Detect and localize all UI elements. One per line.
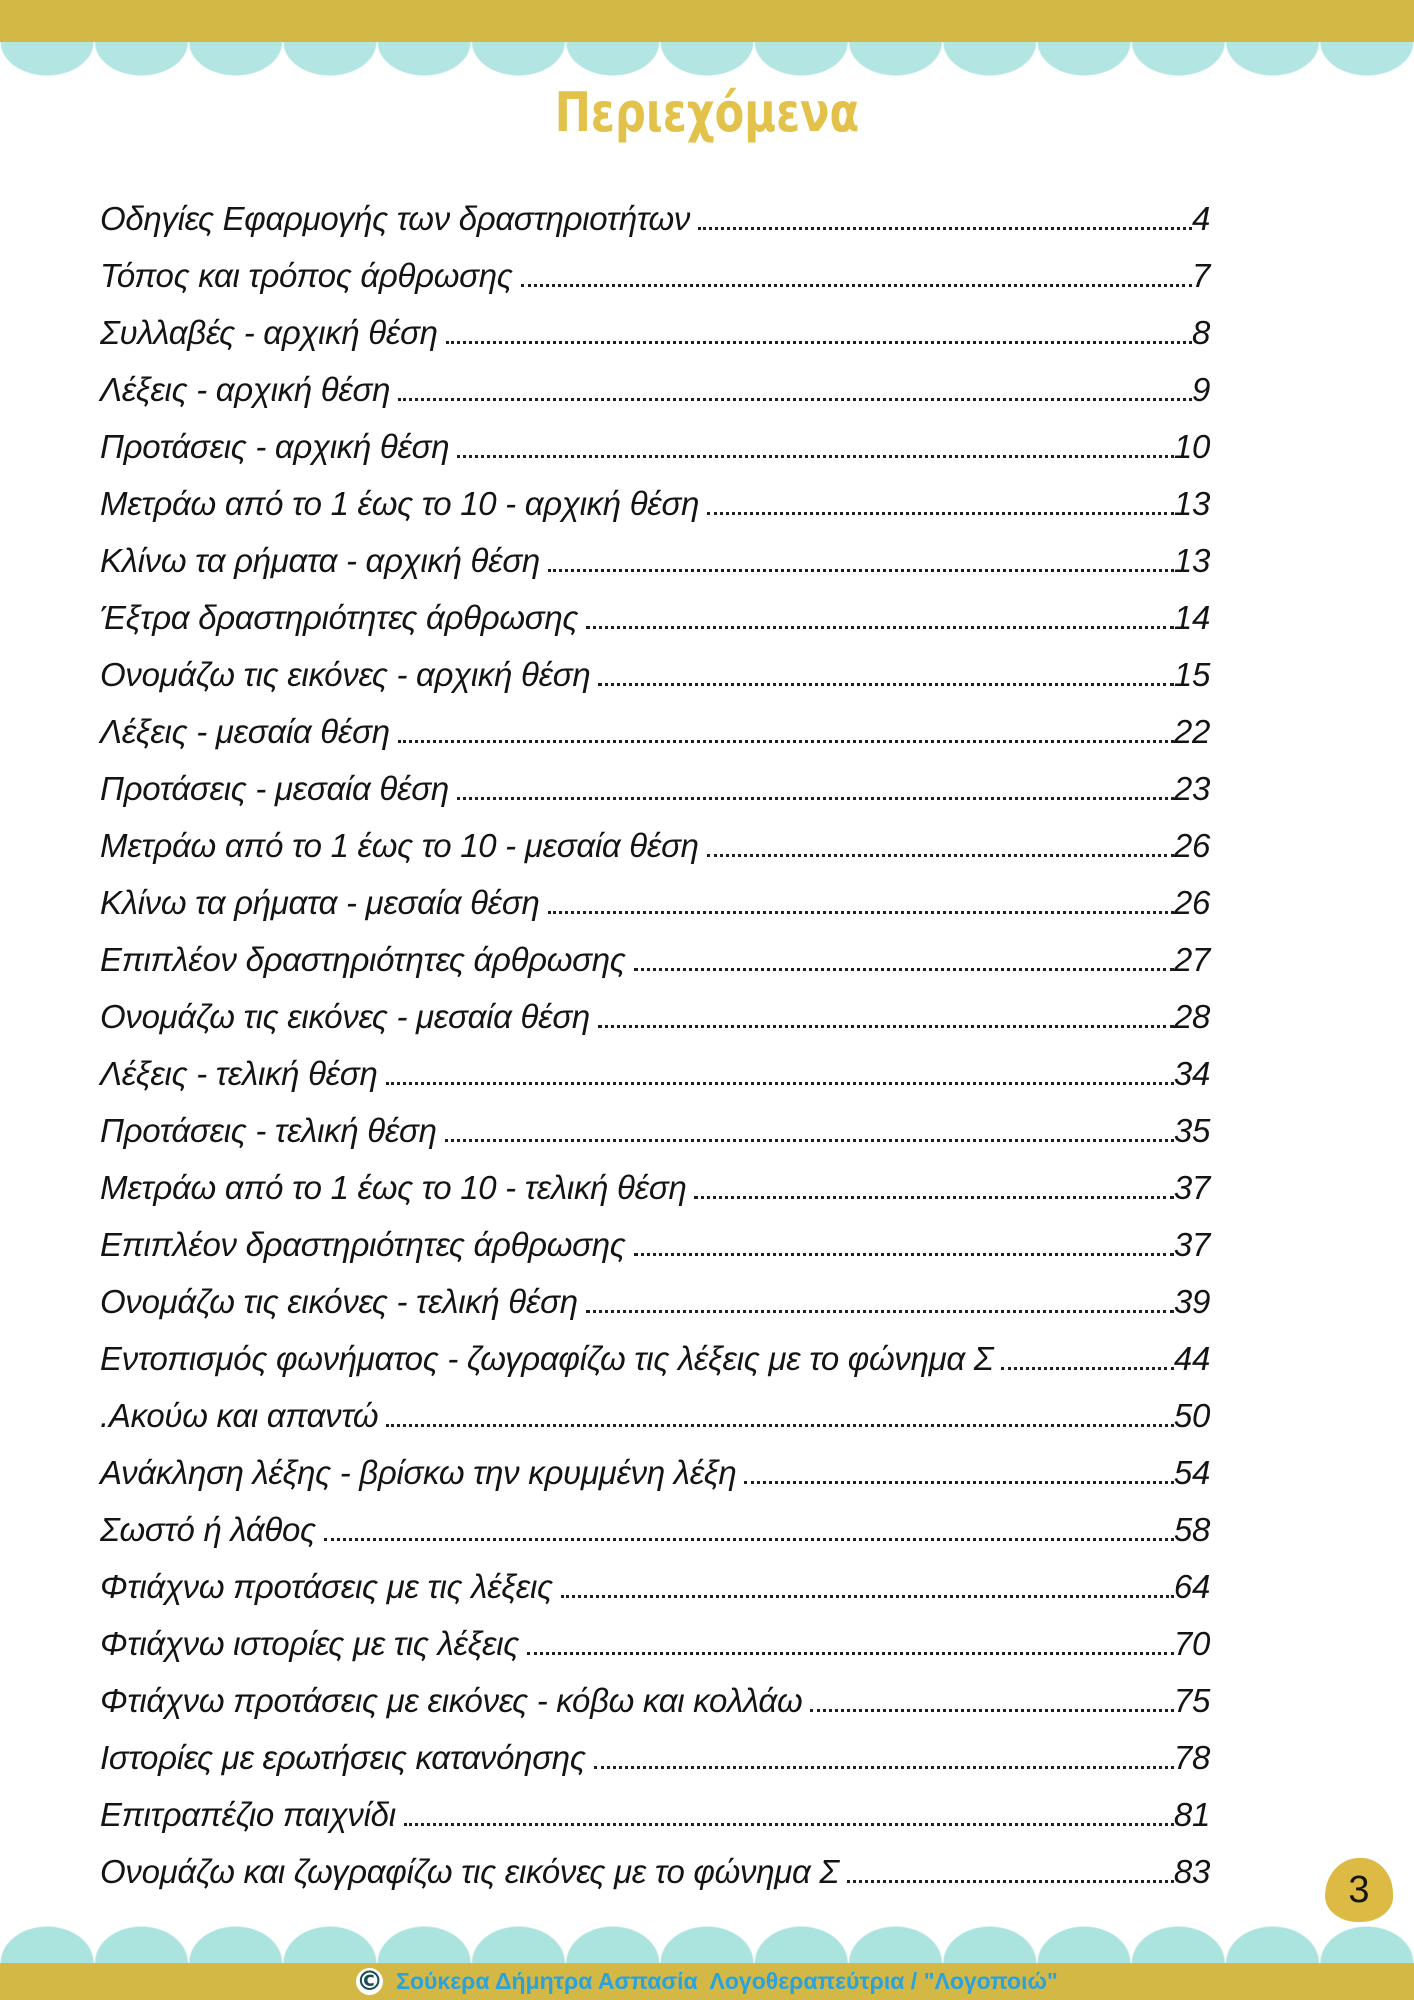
- toc-entry-label: Ονομάζω τις εικόνες - αρχική θέση: [100, 656, 591, 693]
- top-scallop-border: [0, 42, 1414, 76]
- page-number-badge: [1325, 1858, 1393, 1922]
- toc-entry-page: 26: [1173, 884, 1210, 921]
- toc-entry-page: 37: [1173, 1169, 1210, 1206]
- toc-leader-dots: [694, 1196, 1173, 1199]
- toc-entry-label: Μετράω από το 1 έως το 10 - τελική θέση: [100, 1169, 687, 1206]
- toc-entry: [100, 1786, 1210, 1843]
- toc-entry-label: .Ακούω και απαντώ: [100, 1397, 379, 1434]
- toc-entry-label: Ονομάζω τις εικόνες - τελική θέση: [100, 1283, 578, 1320]
- toc-leader-dots: [404, 1823, 1174, 1826]
- toc-entry-page: 14: [1173, 599, 1210, 636]
- toc-leader-dots: [586, 1310, 1174, 1313]
- toc-entry-page: 23: [1173, 770, 1210, 807]
- toc-leader-dots: [810, 1709, 1174, 1712]
- toc-entry-page: 37: [1173, 1226, 1210, 1263]
- toc-entry: [100, 190, 1210, 247]
- toc-entry-page: 64: [1173, 1568, 1210, 1605]
- toc-entry: [100, 988, 1210, 1045]
- toc-entry-label: Φτιάχνω προτάσεις με εικόνες - κόβω και κολλάω: [100, 1682, 803, 1719]
- toc-entry-label: Σωστό ή λάθος: [100, 1511, 316, 1548]
- toc-entry-page: 81: [1173, 1796, 1210, 1833]
- toc-entry: [100, 1045, 1210, 1102]
- toc-entry-page: 50: [1173, 1397, 1210, 1434]
- toc-leader-dots: [634, 968, 1174, 971]
- toc-entry-page: 10: [1173, 428, 1210, 465]
- toc-leader-dots: [527, 1652, 1174, 1655]
- toc-entry-label: Επιπλέον δραστηριότητες άρθρωσης: [100, 1226, 626, 1263]
- toc-leader-dots: [548, 569, 1174, 572]
- toc-entry-label: Οδηγίες Εφαρμογής των δραστηριοτήτων: [100, 200, 691, 237]
- toc-entry-page: 13: [1173, 485, 1210, 522]
- toc-entry-page: 27: [1173, 941, 1210, 978]
- toc-entry: [100, 361, 1210, 418]
- toc-entry: [100, 589, 1210, 646]
- page-number: 3: [1348, 1868, 1370, 1911]
- toc-leader-dots: [634, 1253, 1174, 1256]
- toc-entry-page: 4: [1191, 200, 1210, 237]
- toc-entry: [100, 1672, 1210, 1729]
- toc-entry: [100, 817, 1210, 874]
- toc-leader-dots: [386, 1082, 1174, 1085]
- toc-leader-dots: [548, 911, 1174, 914]
- toc-entry-label: Λέξεις - τελική θέση: [100, 1055, 378, 1092]
- toc-entry-label: Φτιάχνω προτάσεις με τις λέξεις: [100, 1568, 553, 1605]
- bottom-scallop-border: [0, 1926, 1414, 1963]
- toc-leader-dots: [398, 740, 1174, 743]
- toc-entry-page: 75: [1173, 1682, 1210, 1719]
- toc-entry: [100, 1216, 1210, 1273]
- toc-entry: [100, 760, 1210, 817]
- toc-entry: [100, 1558, 1210, 1615]
- toc-entry-label: Επιπλέον δραστηριότητες άρθρωσης: [100, 941, 626, 978]
- toc-entry-label: Εντοπισμός φωνήματος - ζωγραφίζω τις λέξεις με το φώνημα Σ: [100, 1340, 994, 1377]
- toc-leader-dots: [386, 1424, 1174, 1427]
- toc-entry-page: 78: [1173, 1739, 1210, 1776]
- toc-entry: [100, 874, 1210, 931]
- toc-leader-dots: [457, 797, 1174, 800]
- toc-leader-dots: [521, 284, 1192, 287]
- toc-leader-dots: [561, 1595, 1174, 1598]
- toc-entry: [100, 1501, 1210, 1558]
- toc-entry: [100, 703, 1210, 760]
- toc-entry-page: 39: [1173, 1283, 1210, 1320]
- toc-entry: [100, 1102, 1210, 1159]
- toc-leader-dots: [598, 1025, 1174, 1028]
- toc-entry-page: 7: [1191, 257, 1210, 294]
- toc-entry-label: Λέξεις - αρχική θέση: [100, 371, 391, 408]
- toc-entry-label: Προτάσεις - αρχική θέση: [100, 428, 450, 465]
- toc-leader-dots: [598, 683, 1174, 686]
- toc-entry-page: 83: [1173, 1853, 1210, 1890]
- toc-entry-page: 34: [1173, 1055, 1210, 1092]
- toc-leader-dots: [1001, 1367, 1174, 1370]
- toc-leader-dots: [744, 1481, 1174, 1484]
- toc-entry: [100, 1387, 1210, 1444]
- toc-entry-label: Μετράω από το 1 έως το 10 - μεσαία θέση: [100, 827, 699, 864]
- toc-leader-dots: [398, 398, 1192, 401]
- toc-entry-label: Έξτρα δραστηριότητες άρθρωσης: [100, 599, 579, 636]
- toc-entry-label: Κλίνω τα ρήματα - μεσαία θέση: [100, 884, 540, 921]
- toc-entry: [100, 1444, 1210, 1501]
- toc-leader-dots: [324, 1538, 1174, 1541]
- toc-entry-label: Ονομάζω τις εικόνες - μεσαία θέση: [100, 998, 590, 1035]
- toc-entry-label: Προτάσεις - μεσαία θέση: [100, 770, 449, 807]
- toc-entry: [100, 1273, 1210, 1330]
- toc-entry-page: 9: [1191, 371, 1210, 408]
- toc-entry: [100, 1843, 1210, 1900]
- toc-leader-dots: [586, 626, 1174, 629]
- toc-entry: [100, 1330, 1210, 1387]
- toc-leader-dots: [847, 1880, 1174, 1883]
- toc-leader-dots: [594, 1766, 1174, 1769]
- toc-entry: [100, 646, 1210, 703]
- toc-entry-page: 22: [1173, 713, 1210, 750]
- toc-entry-page: 54: [1173, 1454, 1210, 1491]
- top-gold-bar: [0, 0, 1414, 42]
- toc-leader-dots: [707, 512, 1174, 515]
- toc-entry-label: Συλλαβές - αρχική θέση: [100, 314, 438, 351]
- toc-entry-label: Τόπος και τρόπος άρθρωσης: [100, 257, 513, 294]
- toc-entry-page: 13: [1173, 542, 1210, 579]
- toc-entry: [100, 304, 1210, 361]
- copyright-icon: ©: [356, 1966, 384, 1997]
- toc-entry-label: Λέξεις - μεσαία θέση: [100, 713, 390, 750]
- toc-entry-label: Ιστορίες με ερωτήσεις κατανόησης: [100, 1739, 586, 1776]
- toc-entry-label: Ονομάζω και ζωγραφίζω τις εικόνες με το φώνημα Σ: [100, 1853, 839, 1890]
- toc-list: [100, 190, 1210, 1900]
- toc-leader-dots: [446, 341, 1192, 344]
- toc-entry: [100, 418, 1210, 475]
- toc-entry-page: 35: [1173, 1112, 1210, 1149]
- toc-entry-page: 44: [1173, 1340, 1210, 1377]
- footer-bar: [0, 1963, 1414, 2000]
- toc-entry-label: Φτιάχνω ιστορίες με τις λέξεις: [100, 1625, 520, 1662]
- toc-entry-label: Κλίνω τα ρήματα - αρχική θέση: [100, 542, 540, 579]
- toc-entry: [100, 532, 1210, 589]
- page-title: Περιεχόμενα: [554, 81, 860, 144]
- toc-entry-label: Μετράω από το 1 έως το 10 - αρχική θέση: [100, 485, 700, 522]
- toc-entry: [100, 247, 1210, 304]
- toc-entry-page: 8: [1191, 314, 1210, 351]
- toc-leader-dots: [707, 854, 1174, 857]
- toc-entry: [100, 1729, 1210, 1786]
- toc-entry-page: 70: [1173, 1625, 1210, 1662]
- toc-leader-dots: [698, 227, 1192, 230]
- toc-entry-label: Επιτραπέζιο παιχνίδι: [100, 1796, 396, 1833]
- toc-entry: [100, 475, 1210, 532]
- footer-text: Σούκερα Δήμητρα Ασπασία Λογοθεραπεύτρια / "Λογοποιώ": [396, 1968, 1058, 1994]
- toc-entry-label: Ανάκληση λέξης - βρίσκω την κρυμμένη λέξη: [100, 1454, 737, 1491]
- toc-leader-dots: [445, 1139, 1174, 1142]
- toc-entry-page: 58: [1173, 1511, 1210, 1548]
- toc-entry-label: Προτάσεις - τελική θέση: [100, 1112, 437, 1149]
- toc-entry-page: 26: [1173, 827, 1210, 864]
- toc-entry-page: 28: [1173, 998, 1210, 1035]
- toc-entry: [100, 1159, 1210, 1216]
- toc-entry: [100, 931, 1210, 988]
- toc-entry: [100, 1615, 1210, 1672]
- toc-leader-dots: [457, 455, 1174, 458]
- toc-entry-page: 15: [1173, 656, 1210, 693]
